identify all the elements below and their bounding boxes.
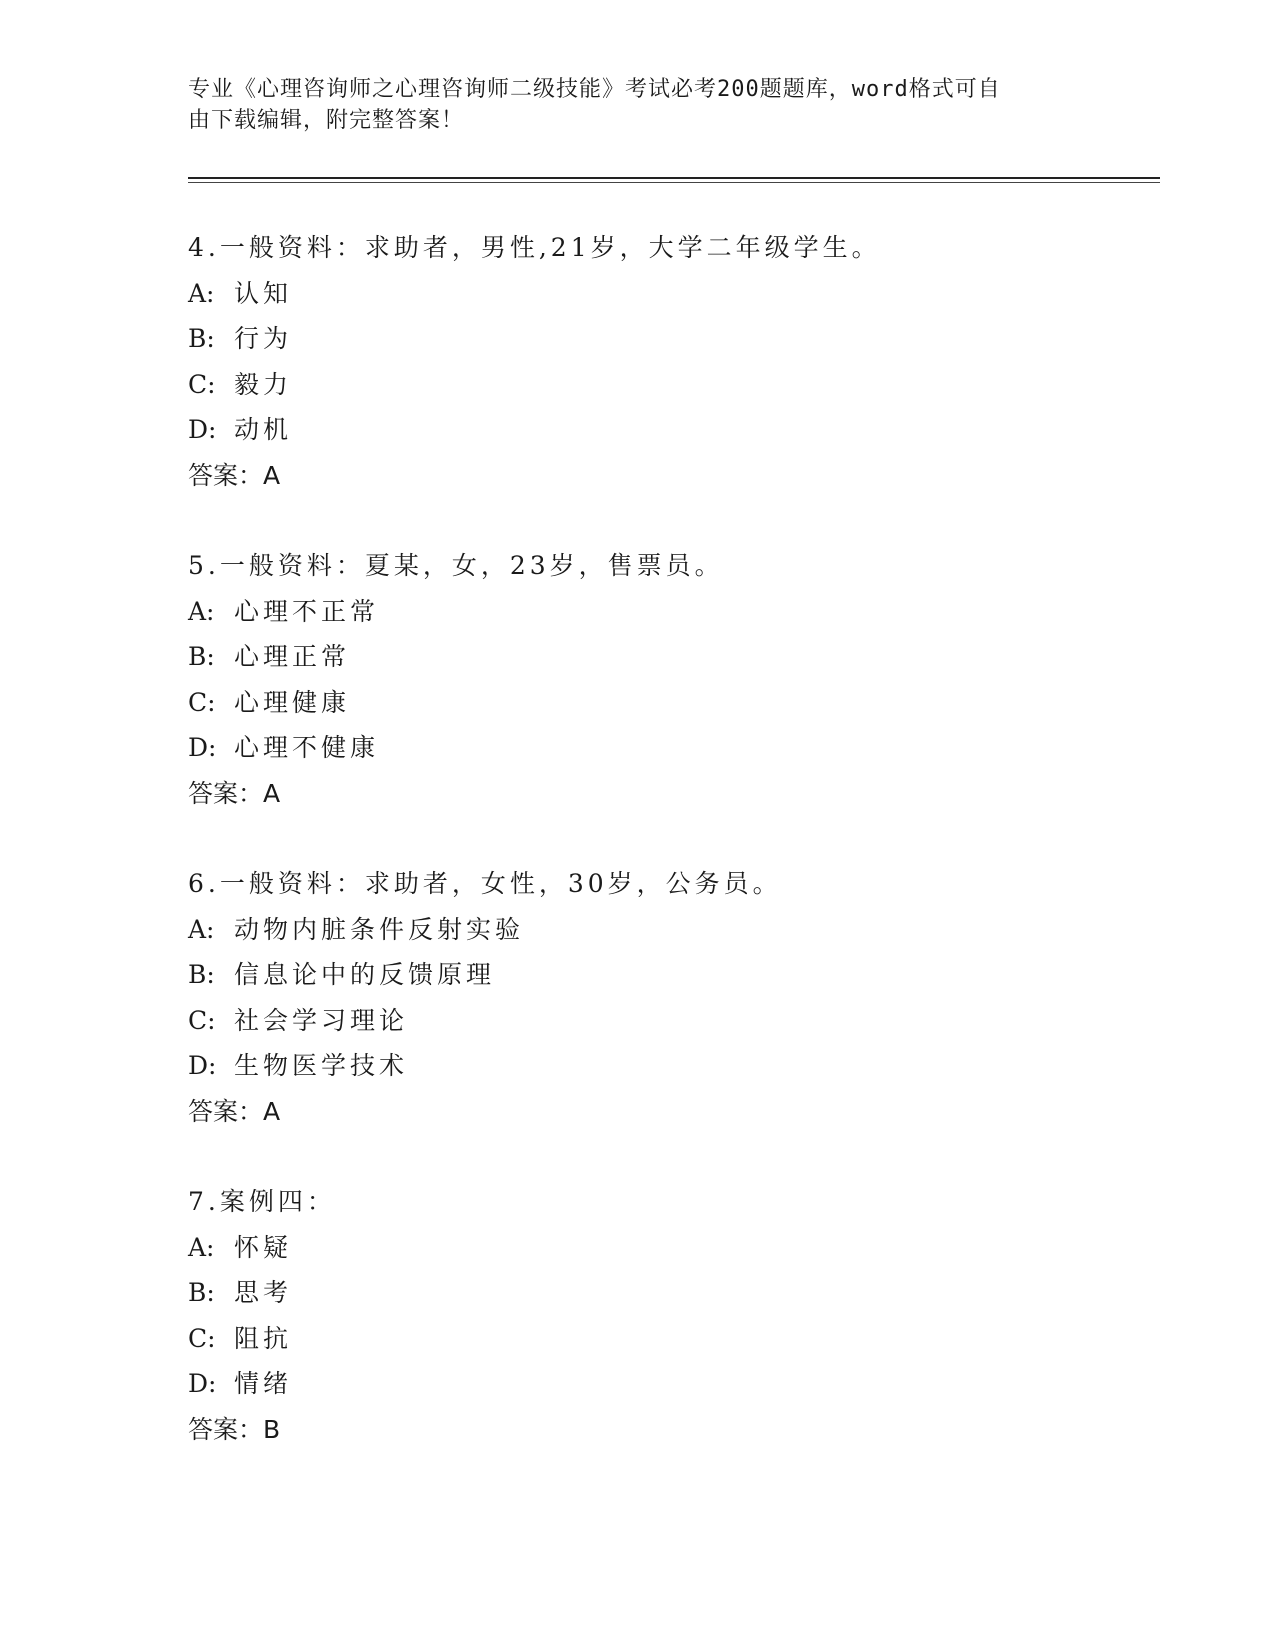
answer-line: 答案：A [188,778,281,808]
option-c [188,680,1088,726]
option-text: 心理不健康 [234,733,380,762]
option-letter: A: [188,278,215,308]
option-letter: B: [188,960,215,989]
question-7 [188,1179,1088,1452]
question-4 [188,225,1088,498]
option-d [188,1043,1088,1089]
option-letter: A: [188,1232,215,1262]
header-divider-thin [188,182,1160,183]
option-text: 动物内脏条件反射实验 [234,914,525,944]
option-text: 毅力 [234,369,293,399]
option-text: 思考 [234,1278,293,1307]
header-divider-thick [188,177,1160,179]
option-text: 社会学习理论 [234,1005,409,1035]
option-a [188,271,1088,317]
option-text: 情绪 [234,1369,293,1398]
option-letter: D: [188,733,217,762]
option-text: 认知 [234,278,293,308]
option-text: 行为 [234,324,293,353]
option-text: 心理不正常 [234,596,380,626]
option-letter: B: [188,1278,215,1307]
option-c [188,1316,1088,1362]
option-d [188,1361,1088,1407]
answer-line: 答案：B [188,1414,281,1444]
option-text: 生物医学技术 [234,1051,409,1080]
header-line-2: 由下载编辑，附完整答案！ [188,108,465,133]
option-letter: D: [188,1051,217,1080]
option-a [188,589,1088,635]
option-text: 心理健康 [234,687,351,717]
option-a [188,1225,1088,1271]
option-text: 信息论中的反馈原理 [234,960,496,989]
option-letter: C: [188,1323,216,1353]
option-letter: D: [188,1369,217,1398]
option-d [188,407,1088,453]
header-line-1: 专业《心理咨询师之心理咨询师二级技能》考试必考200题题库，word格式可自 [188,77,1001,102]
question-stem: 6.一般资料：求助者，女性，30岁，公务员。 [188,869,782,898]
option-a [188,907,1088,953]
option-letter: B: [188,642,215,671]
option-letter: A: [188,914,215,944]
option-letter: B: [188,324,215,353]
option-text: 心理正常 [234,642,351,671]
option-text: 怀疑 [234,1232,293,1262]
option-b [188,316,1088,362]
question-stem: 4.一般资料：求助者，男性,21岁，大学二年级学生。 [188,233,881,262]
option-b [188,634,1088,680]
option-b [188,952,1088,998]
question-5 [188,543,1088,816]
question-stem: 7.案例四： [188,1187,336,1216]
option-c [188,362,1088,408]
option-c [188,998,1088,1044]
answer-line: 答案：A [188,460,281,490]
option-text: 动机 [234,415,293,444]
option-letter: C: [188,369,216,399]
answer-line: 答案：A [188,1096,281,1126]
option-d [188,725,1088,771]
option-letter: A: [188,596,215,626]
question-stem: 5.一般资料：夏某，女，23岁，售票员。 [188,551,724,580]
option-letter: C: [188,1005,216,1035]
option-letter: D: [188,415,217,444]
option-b [188,1270,1088,1316]
option-text: 阻抗 [234,1323,293,1353]
option-letter: C: [188,687,216,717]
question-6 [188,861,1088,1134]
document-header [188,74,1088,136]
